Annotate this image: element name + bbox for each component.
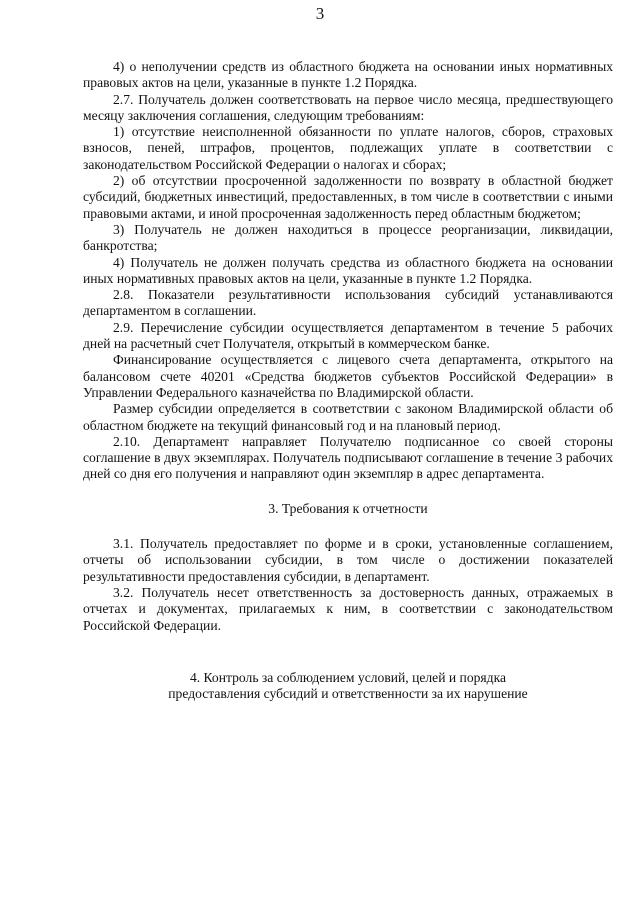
paragraph: Размер субсидии определяется в соответствии с законом Владимирской области об областном бюджете на текущий финансовый год и на плановый период. [83, 401, 613, 433]
page-number: 3 [315, 4, 325, 23]
paragraph: 2.10. Департамент направляет Получателю подписанное со своей стороны соглашение в двух экземплярах. Получатель подписывают соглашение в течение 3 рабочих дней со дня его получения и направляют один экземпляр в адрес департамента. [83, 433, 613, 482]
paragraph: 4) Получатель не должен получать средства из областного бюджета на основании иных нормативных правовых актов на цели, указанные в пункте 1.2 Порядка. [83, 254, 613, 286]
paragraph: 2.7. Получатель должен соответствовать на первое число месяца, предшествующего месяцу заключения соглашения, следующим требованиям: [83, 91, 613, 123]
section-3-heading: 3. Требования к отчетности [268, 500, 428, 516]
document-body [83, 59, 613, 702]
paragraph: 2) об отсутствии просроченной задолженности по возврату в областной бюджет субсидий, бюджетных инвестиций, предоставленных, в том числе в соответствии с иными правовыми актами, и иной просроченная задолженность перед областным бюджетом; [83, 173, 613, 221]
paragraph: 3) Получатель не должен находиться в процессе реорганизации, ликвидации, банкротства; [83, 221, 613, 254]
paragraph: 3.1. Получатель предоставляет по форме и в сроки, установленные соглашением, отчеты об использовании субсидии, в том числе о достижении показателей результативности предоставления субсидии, в департамент. [83, 536, 613, 584]
paragraph: 2.9. Перечисление субсидии осуществляется департаментом в течение 5 рабочих дней на расчетный счет Получателя, открытый в коммерческом банке. [83, 319, 613, 352]
paragraph: Финансирование осуществляется с лицевого счета департамента, открытого на балансовом счете 40201 «Средства бюджетов субъектов Российской Федерации» в Управлении Федерального казначейства по Владимирской области. [83, 352, 613, 400]
section-4-heading-line-2: предоставления субсидий и ответственности за их нарушение [168, 686, 528, 702]
paragraph: 4) о неполучении средств из областного бюджета на основании иных нормативных правовых актов на цели, указанные в пункте 1.2 Порядка. [83, 59, 613, 91]
paragraph: 1) отсутствие неисполненной обязанности по уплате налогов, сборов, страховых взносов, пеней, штрафов, процентов, подлежащих уплате в соответствии с законодательством Российской Федерации о налогах и сборах; [83, 124, 613, 172]
section-4-heading-line-1: 4. Контроль за соблюдением условий, целей и порядка [189, 669, 507, 685]
paragraph: 2.8. Показатели результативности использования субсидий устанавливаются департаментом в соглашении. [83, 287, 613, 319]
paragraph: 3.2. Получатель несет ответственность за достоверность данных, отражаемых в отчетах и документах, прилагаемых к ним, в соответствии с законодательством Российской Федерации. [83, 584, 613, 633]
section-4-heading [83, 670, 613, 703]
